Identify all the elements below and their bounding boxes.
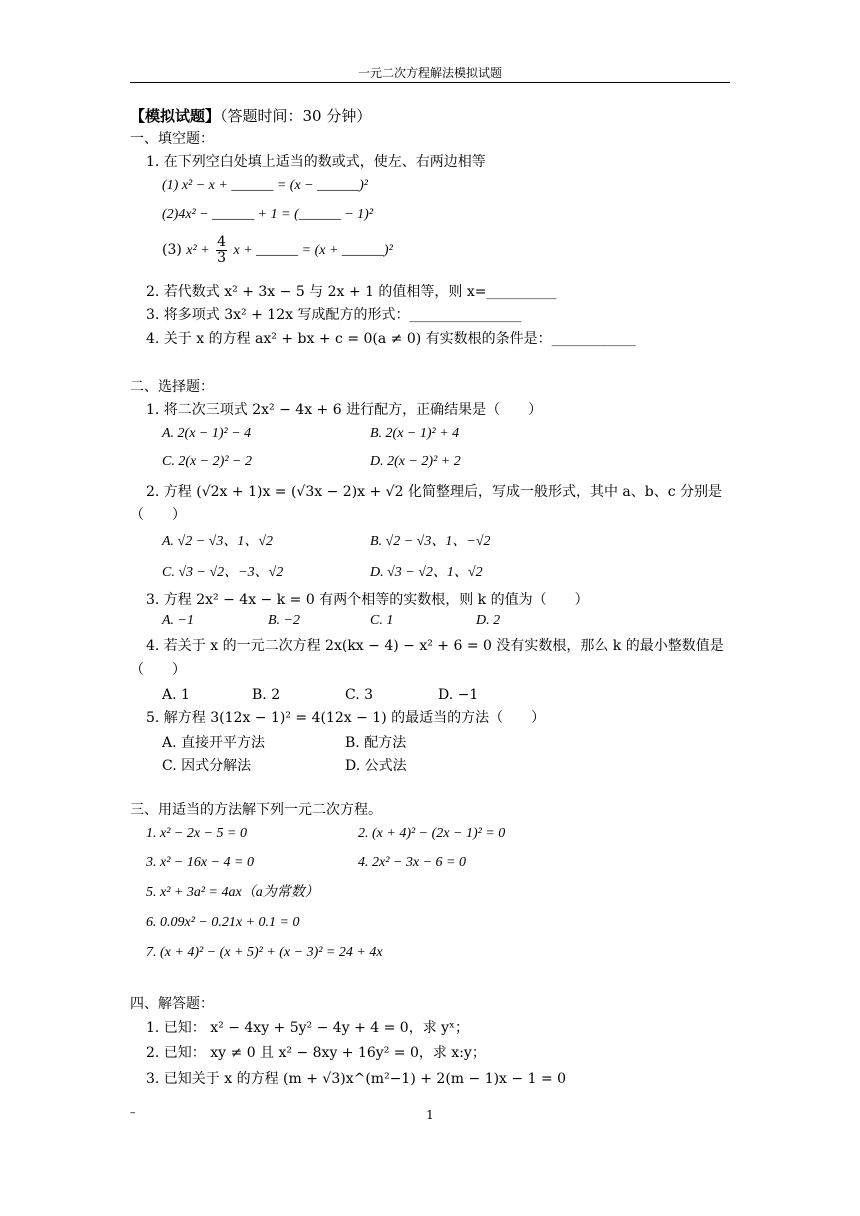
- s2-q3-option-a: A. −1: [162, 613, 194, 628]
- s2-q2-option-b: B. √2 − √3、1、−√2: [370, 534, 491, 549]
- s2-question-1: 1. 将二次三项式 2x² − 4x + 6 进行配方，正确结果是（ ）: [146, 402, 543, 418]
- s2-q1-option-c: C. 2(x − 2)² − 2: [162, 454, 252, 469]
- s3-question-6: 6. 0.09x² − 0.21x + 0.1 = 0: [146, 915, 300, 930]
- s2-question-5: 5. 解方程 3(12x − 1)² = 4(12x − 1) 的最适当的方法（ ）: [146, 710, 546, 726]
- s3-question-1: 1. x² − 2x − 5 = 0: [146, 826, 247, 841]
- fraction-numerator: 4: [217, 233, 227, 250]
- s2-q4-option-a: A. 1: [162, 687, 190, 703]
- s4-question-1: 1. 已知： x² − 4xy + 5y² − 4y + 4 = 0，求 yˣ；: [146, 1020, 469, 1036]
- s2-q2-option-d: D. √3 − √2、1、√2: [370, 565, 483, 580]
- s1-question-4: 4. 关于 x 的方程 ax² + bx + c = 0(a ≠ 0) 有实数根的条件是：____________: [146, 331, 636, 347]
- s1-question-3: 3. 将多项式 3x² + 12x 写成配方的形式：________________: [146, 307, 522, 323]
- s4-question-3: 3. 已知关于 x 的方程 (m + √3)x^(m²−1) + 2(m − 1)x − 1 = 0: [146, 1071, 567, 1087]
- s2-q3-option-b: B. −2: [268, 613, 300, 628]
- s3-question-5: 5. x² + 3a² = 4ax（a为常数）: [146, 885, 319, 900]
- intro-title: [130, 106, 371, 126]
- header-rule: [130, 82, 730, 83]
- s1-q1-3-fraction: [216, 235, 227, 266]
- s1-question-1-1: (1) x² − x + ______ = (x − ______)²: [162, 178, 368, 193]
- s2-q5-option-b: B. 配方法: [345, 735, 407, 751]
- s2-q1-option-d: D. 2(x − 2)² + 2: [370, 454, 461, 469]
- s4-question-2: 2. 已知： xy ≠ 0 且 x² − 8xy + 16y² = 0，求 x:y；: [146, 1045, 486, 1061]
- section-3-title: 三、用适当的方法解下列一元二次方程。: [130, 802, 382, 818]
- s2-q4-option-b: B. 2: [252, 687, 281, 703]
- footer-mark: –: [130, 1106, 136, 1119]
- s2-q1-option-a: A. 2(x − 1)² − 4: [162, 426, 252, 441]
- s2-q1-option-b: B. 2(x − 1)² + 4: [370, 426, 460, 441]
- s2-q5-option-d: D. 公式法: [345, 758, 407, 774]
- s1-q1-3-post: x + ______ = (x + ______)²: [233, 243, 393, 258]
- s3-question-2: 2. (x + 4)² − (2x − 1)² = 0: [358, 826, 506, 841]
- section-4-title: 四、解答题：: [130, 996, 214, 1012]
- section-1-title: 一、填空题：: [130, 131, 214, 147]
- fraction-denominator: 3: [217, 249, 227, 266]
- s2-question-3: 3. 方程 2x² − 4x − k = 0 有两个相等的实数根，则 k 的值为（ ）: [146, 592, 589, 608]
- s2-q3-option-d: D. 2: [476, 613, 501, 628]
- s2-q3-option-c: C. 1: [370, 613, 394, 628]
- s2-q5-option-c: C. 因式分解法: [162, 758, 252, 774]
- section-2-title: 二、选择题：: [130, 379, 214, 395]
- s3-question-4: 4. 2x² − 3x − 6 = 0: [358, 855, 466, 870]
- s2-question-2: 2. 方程 (√2x + 1)x = (√3x − 2)x + √2 化简整理后，写成一般形式，其中 a、b、c 分别是: [146, 484, 723, 500]
- page-number: 1: [426, 1108, 434, 1122]
- s2-q4-paren: （ ）: [130, 662, 186, 678]
- s2-question-4: 4. 若关于 x 的一元二次方程 2x(kx − 4) − x² + 6 = 0 没有实数根，那么 k 的最小整数值是: [146, 638, 724, 654]
- s1-question-2: 2. 若代数式 x² + 3x − 5 与 2x + 1 的值相等，则 x=__________: [146, 284, 557, 300]
- s2-q4-option-d: D. −1: [438, 687, 479, 703]
- page-header: 一元二次方程解法模拟试题: [357, 66, 502, 80]
- s2-q4-option-c: C. 3: [345, 687, 374, 703]
- intro-time: （答题时间：30 分钟）: [220, 107, 372, 125]
- s1-q1-3-label: (3): [162, 242, 182, 258]
- s1-question-1-3: [162, 233, 393, 268]
- s3-question-3: 3. x² − 16x − 4 = 0: [146, 855, 254, 870]
- s3-question-7: 7. (x + 4)² − (x + 5)² + (x − 3)² = 24 + 4x: [146, 945, 383, 960]
- s2-q2-option-a: A. √2 − √3、1、√2: [162, 534, 274, 549]
- s1-question-1: 1. 在下列空白处填上适当的数或式，使左、右两边相等: [146, 154, 486, 170]
- s2-q2-paren: （ ）: [130, 507, 186, 523]
- intro-heading: 【模拟试题】: [130, 107, 221, 125]
- s1-question-1-2: (2)4x² − ______ + 1 = (______ − 1)²: [162, 207, 374, 222]
- s1-q1-3-pre: x² +: [186, 243, 210, 258]
- s2-q2-option-c: C. √3 − √2、−3、√2: [162, 565, 284, 580]
- s2-q5-option-a: A. 直接开平方法: [162, 735, 266, 751]
